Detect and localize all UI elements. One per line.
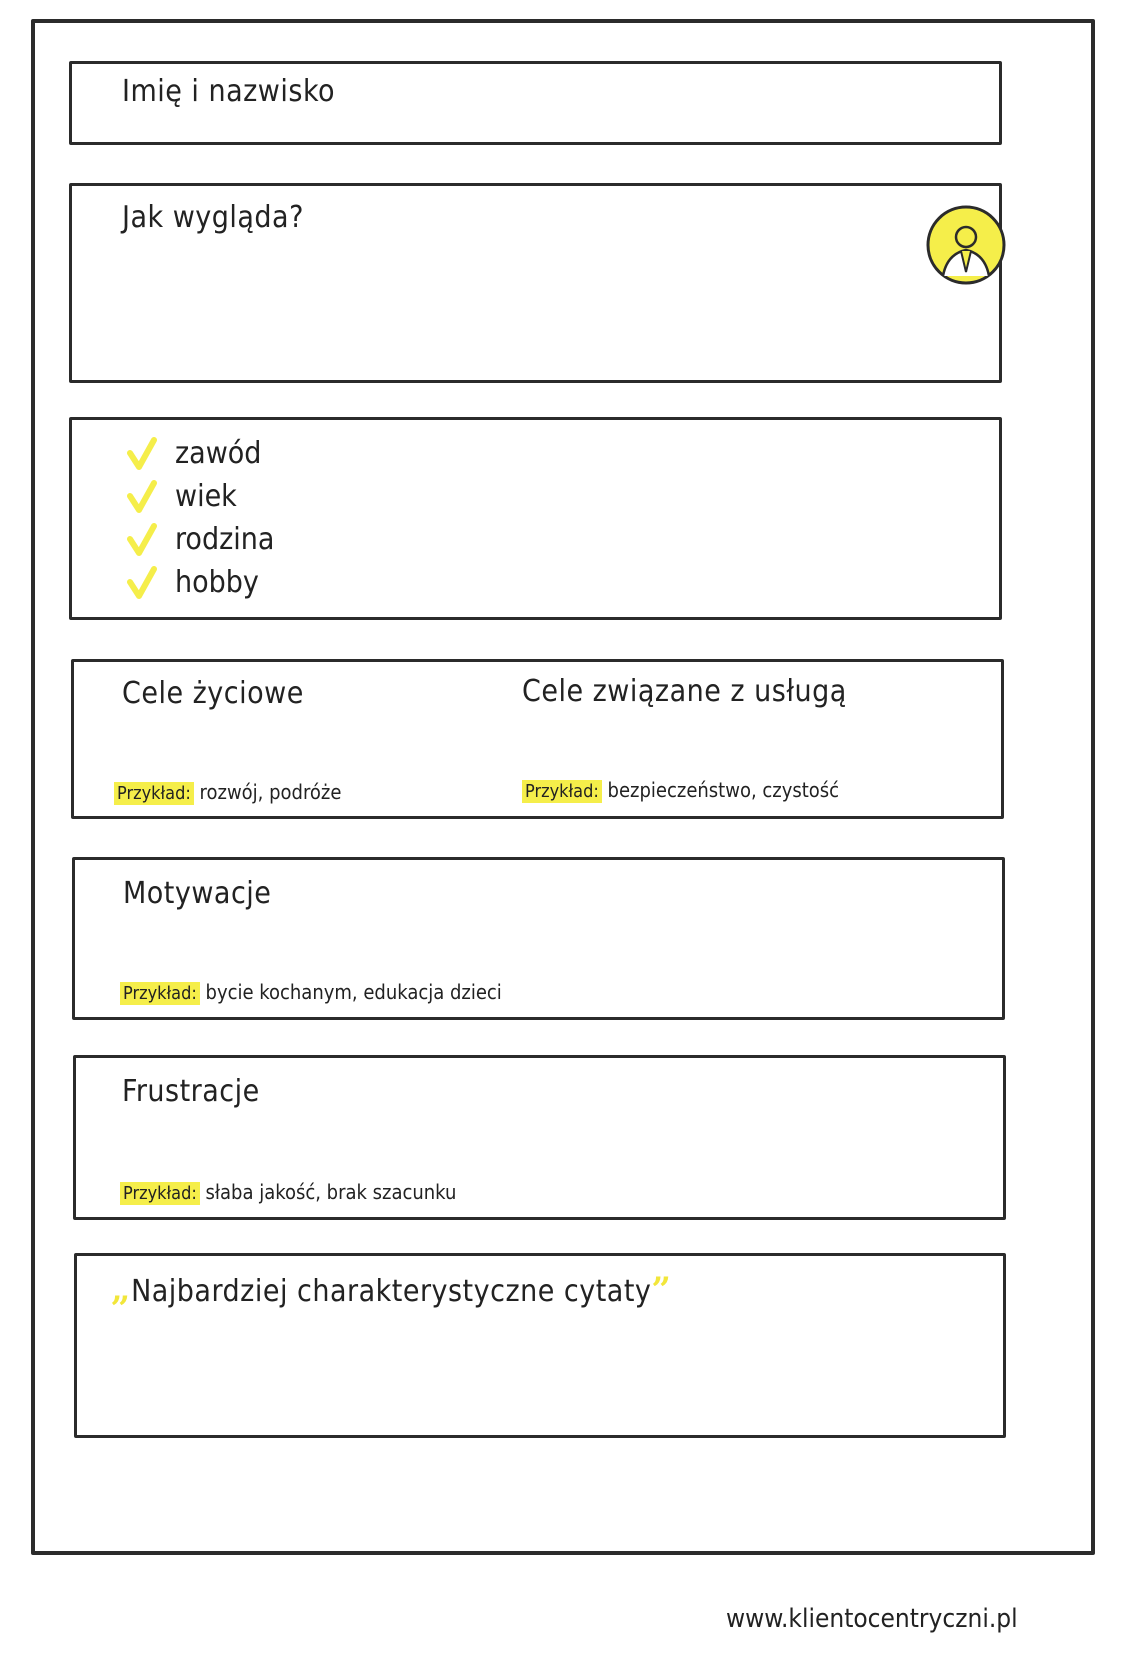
checkmark-icon (127, 523, 175, 557)
checklist-item (127, 561, 274, 604)
close-quote-mark: ” (651, 1270, 672, 1310)
example-prefix: Przykład: (114, 782, 194, 805)
frustrations-example (120, 1180, 456, 1204)
service-goals-label: Cele związane z usługą (522, 674, 847, 709)
example-prefix: Przykład: (120, 982, 200, 1005)
checkmark-icon (127, 566, 175, 600)
motivations-example (120, 980, 502, 1004)
quotes-box[interactable] (74, 1253, 1006, 1438)
demographics-checklist (127, 432, 274, 604)
appearance-label: Jak wygląda? (122, 200, 304, 235)
persona-sheet (31, 19, 1095, 1555)
service-goals-example (522, 778, 839, 802)
footer-url[interactable]: www.klientocentryczni.pl (726, 1604, 1018, 1634)
example-text: bezpieczeństwo, czystość (607, 778, 840, 802)
goals-box[interactable] (71, 659, 1004, 819)
checkmark-icon (127, 437, 175, 471)
open-quote-mark: „ (111, 1270, 132, 1310)
quotes-title: Najbardziej charakterystyczne cytaty (131, 1274, 652, 1309)
example-text: bycie kochanym, edukacja dzieci (205, 980, 502, 1004)
example-text: rozwój, podróże (199, 780, 342, 804)
frustrations-box[interactable] (73, 1055, 1006, 1220)
life-goals-example (114, 780, 341, 804)
checkmark-icon (127, 480, 175, 514)
checklist-item-label: wiek (175, 479, 237, 514)
checklist-item (127, 432, 274, 475)
motivations-box[interactable] (72, 857, 1005, 1020)
appearance-box[interactable] (69, 183, 1002, 383)
life-goals-label: Cele życiowe (122, 676, 304, 711)
demographics-box[interactable] (69, 417, 1002, 620)
example-prefix: Przykład: (522, 780, 602, 803)
motivations-label: Motywacje (123, 876, 272, 911)
checklist-item-label: rodzina (175, 522, 275, 557)
example-prefix: Przykład: (120, 1182, 200, 1205)
name-box[interactable] (69, 61, 1002, 145)
checklist-item (127, 475, 274, 518)
checklist-item-label: hobby (175, 565, 259, 600)
checklist-item (127, 518, 274, 561)
example-text: słaba jakość, brak szacunku (205, 1180, 457, 1204)
name-label: Imię i nazwisko (122, 74, 336, 109)
frustrations-label: Frustracje (122, 1074, 260, 1109)
person-avatar-icon (925, 204, 1007, 290)
quotes-label (111, 1270, 671, 1310)
checklist-item-label: zawód (175, 436, 262, 471)
